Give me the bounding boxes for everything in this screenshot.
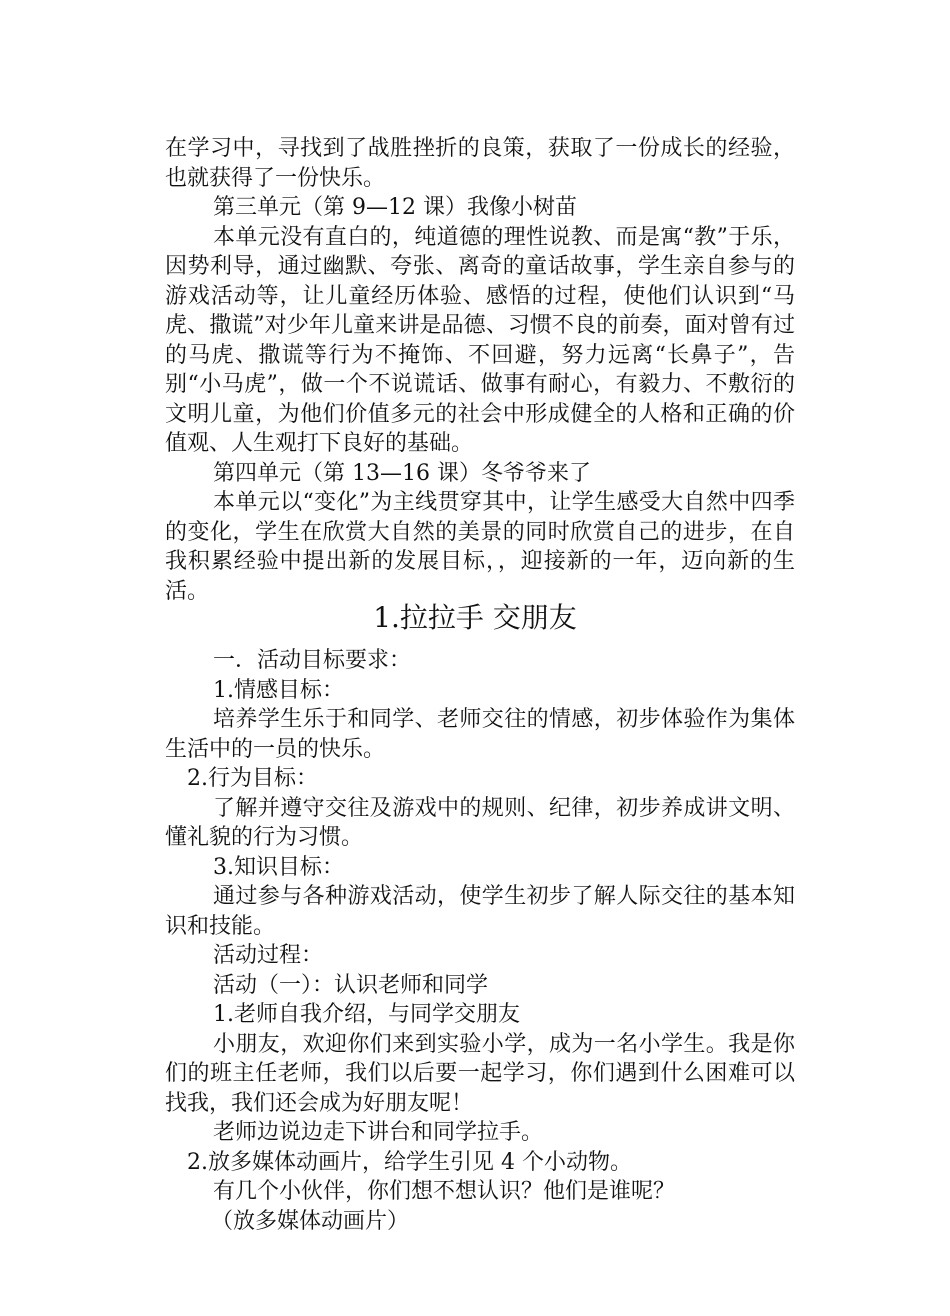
lesson-title: 1.拉拉手 交朋友 <box>373 601 577 634</box>
step1-body: 小朋友，欢迎你们来到实验小学，成为一名小学生。我是你们的班主任老师，我们以后要一起学习，你们遇到什么困难可以找我，我们还会成为好朋友呢！ <box>165 1031 795 1116</box>
step1-note: 老师边说边走下讲台和同学拉手。 <box>213 1120 544 1145</box>
process-heading: 活动过程： <box>213 943 324 968</box>
unit3-title: 第三单元（第 9—12 课）我像小树苗 <box>213 195 577 220</box>
activity1-heading: 活动（一）：认识老师和同学 <box>213 972 489 998</box>
upper-text-block <box>165 134 795 606</box>
goal2-heading: 2.行为目标： <box>187 766 318 791</box>
unit4-title: 第四单元（第 13—16 课）冬爷爷来了 <box>213 460 591 486</box>
goals-heading: 一．活动目标要求： <box>213 648 412 673</box>
step2-note: （放多媒体动画片） <box>211 1208 410 1234</box>
goal1-heading: 1.情感目标： <box>213 677 344 703</box>
step1-heading: 1.老师自我介绍，与同学交朋友 <box>213 1002 520 1027</box>
goal1-body: 培养学生乐于和同学、老师交往的情感，初步体验作为集体生活中的一员的快乐。 <box>165 707 795 762</box>
lesson-text-block <box>165 646 795 1236</box>
unit3-body: 本单元没有直白的，纯道德的理性说教、而是寓“教”于乐，因势利导，通过幽默、夸张、离奇的童话故事，学生亲自参与的游戏活动等，让儿童经历体验、感悟的过程，使他们认识到“马虎、撒谎”对少年儿童来讲是品德、习惯不良的前奏，面对曾有过的马虎、撒谎等行为不掩饰、不回避，努力远离“长鼻子”，告别“小马虎”，做一个不说谎话、做事有耐心，有毅力、不敷衍的文明儿童，为他们价值多元的社会中形成健全的人格和正确的价值观、人生观打下良好的基础。 <box>165 224 795 456</box>
goal3-heading: 3.知识目标： <box>213 854 344 880</box>
step2-body: 有几个小伙伴，你们想不想认识？他们是谁呢？ <box>213 1179 676 1204</box>
paragraph-intro-continuation: 在学习中，寻找到了战胜挫折的良策，获取了一份成长的经验，也就获得了一份快乐。 <box>165 136 795 191</box>
unit4-body: 本单元以“变化”为主线贯穿其中，让学生感受大自然中四季的变化，学生在欣赏大自然的美景的同时欣赏自己的进步，在自我积累经验中提出新的发展目标，，迎接新的一年，迈向新的生活。 <box>165 490 795 604</box>
goal3-body: 通过参与各种游戏活动，使学生初步了解人际交往的基本知识和技能。 <box>165 884 795 939</box>
goal2-body: 了解并遵守交往及游戏中的规则、纪律，初步养成讲文明、懂礼貌的行为习惯。 <box>165 795 795 850</box>
step2-heading: 2.放多媒体动画片，给学生引见 4 个小动物。 <box>187 1149 632 1175</box>
